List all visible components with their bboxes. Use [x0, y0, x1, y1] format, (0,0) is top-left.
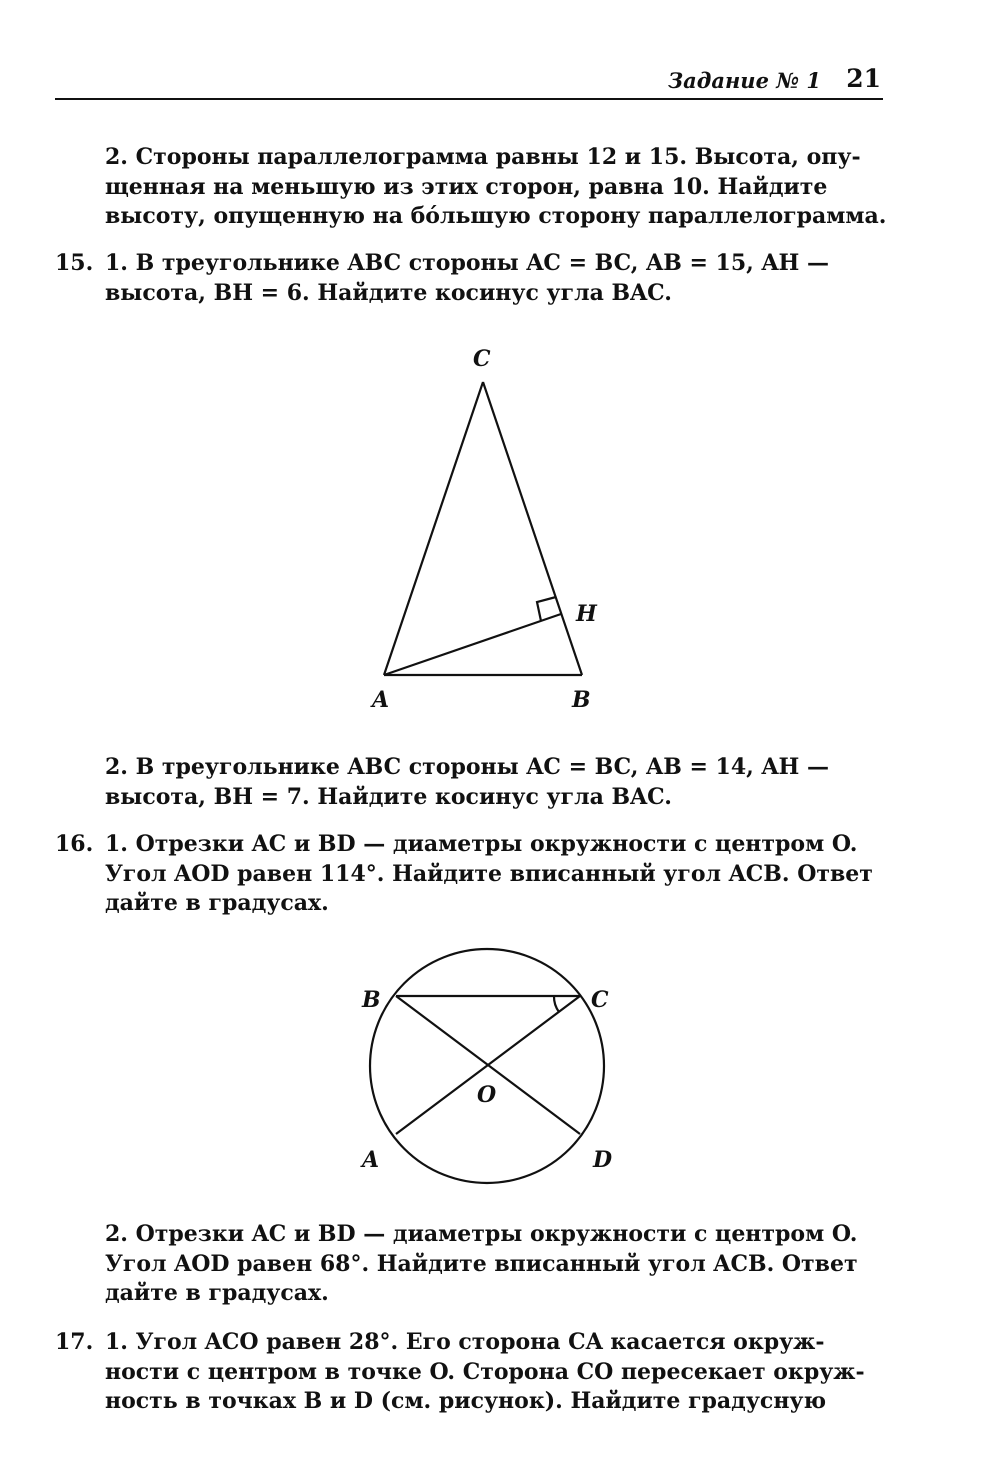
vertex-label-C: C	[473, 346, 491, 372]
text-line: Угол AOD равен 114°. Найдите вписанный угол ACB. Ответ	[105, 860, 873, 887]
problem-number: 17.	[55, 1329, 94, 1355]
section-title: Задание № 1	[668, 68, 821, 93]
problem-number: 16.	[55, 831, 94, 857]
point-label-A: A	[362, 1147, 380, 1173]
text-line: высота, BH = 7. Найдите косинус угла BAC.	[105, 783, 672, 810]
text-line: 2. Отрезки AC и BD — диаметры окружности с центром O.	[105, 1221, 858, 1247]
problem-number: 15.	[55, 250, 94, 276]
text-line: ности с центром в точке O. Сторона CO пересекает окруж-	[105, 1358, 865, 1385]
vertex-label-A: A	[372, 687, 390, 713]
point-label-C: C	[591, 987, 609, 1013]
page-number: 21	[846, 64, 881, 93]
text-line: дайте в градусах.	[105, 890, 329, 916]
text-line: высоту, опущенную на бóльшую сторону параллелограмма.	[105, 203, 887, 229]
text-line: 1. Угол ACO равен 28°. Его сторона CA касается окруж-	[105, 1329, 825, 1355]
text-line: Угол AOD равен 68°. Найдите вписанный угол ACB. Ответ	[105, 1250, 858, 1277]
point-label-O: O	[477, 1082, 497, 1108]
text-line: 1. Отрезки AC и BD — диаметры окружности с центром O.	[105, 831, 858, 857]
point-label-D: D	[593, 1147, 613, 1173]
text-line: дайте в градусах.	[105, 1280, 329, 1306]
point-label-B: B	[362, 987, 381, 1013]
text-line: щенная на меньшую из этих сторон, равна 10. Найдите	[105, 173, 828, 200]
angle-mark-ACB	[554, 996, 559, 1012]
problem-16-part-2	[105, 1220, 883, 1309]
text-line: 2. В треугольнике ABC стороны AC = BC, AB = 14, AH —	[105, 754, 829, 780]
vertex-label-H: H	[576, 601, 597, 627]
problem-17-part-1	[105, 1328, 883, 1417]
text-line: 1. В треугольнике ABC стороны AC = BC, AB = 15, AH —	[105, 250, 829, 276]
text-line: ность в точках B и D (см. рисунок). Найдите градусную	[105, 1388, 827, 1414]
text-line: 2. Стороны параллелограмма равны 12 и 15. Высота, опу-	[105, 144, 861, 170]
vertex-label-B: B	[572, 687, 591, 713]
text-line: высота, BH = 6. Найдите косинус угла BAC.	[105, 279, 672, 306]
